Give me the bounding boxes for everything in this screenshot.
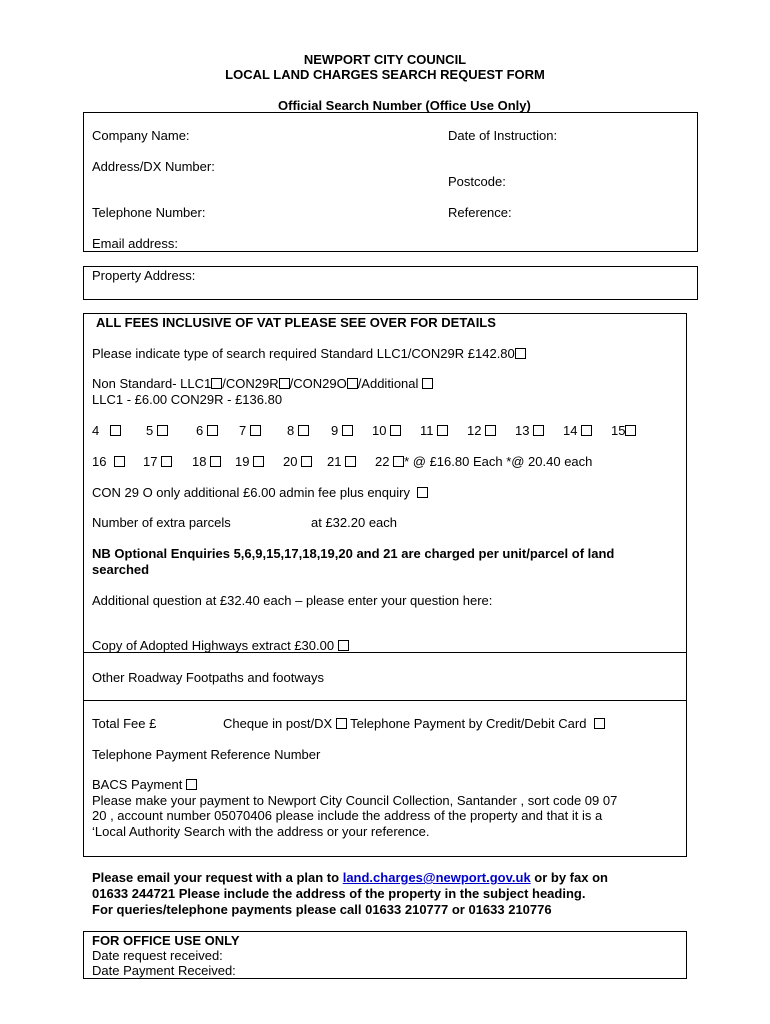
roadway-label: Other Roadway Footpaths and footways	[92, 670, 324, 685]
enquiry-checkbox[interactable]	[393, 456, 404, 467]
enquiry-13	[515, 423, 544, 439]
con29o-only-checkbox[interactable]	[417, 487, 428, 498]
email-address-label[interactable]: Email address:	[92, 236, 178, 251]
enquiry-number: 4	[92, 423, 100, 438]
bacs-instructions: Please make your payment to Newport City Council Collection, Santander , sort code 09 07	[92, 793, 618, 808]
enquiry-checkbox[interactable]	[437, 425, 448, 436]
enquiry-22	[375, 454, 592, 470]
queries-instructions: For queries/telephone payments please call 01633 210777 or 01633 210776	[92, 902, 552, 917]
enquiry-number: 22	[375, 454, 390, 469]
office-use-heading: FOR OFFICE USE ONLY	[92, 933, 240, 948]
highways-row	[92, 638, 349, 654]
enquiry-number: 9	[331, 423, 339, 438]
bacs-instructions: ‘Local Authority Search with the address or your reference.	[92, 824, 430, 839]
enquiry-number: 10	[372, 423, 387, 438]
enquiry-checkbox[interactable]	[581, 425, 592, 436]
enquiry-checkbox[interactable]	[485, 425, 496, 436]
address-dx-label[interactable]: Address/DX Number:	[92, 159, 215, 174]
enquiry-checkbox[interactable]	[110, 425, 121, 436]
enquiry-checkbox[interactable]	[301, 456, 312, 467]
enquiry-checkbox[interactable]	[210, 456, 221, 467]
enquiry-number: 14	[563, 423, 578, 438]
company-name-label[interactable]: Company Name:	[92, 128, 190, 143]
nb-optional-enquiries-cont: searched	[92, 562, 150, 577]
telephone-reference-label[interactable]: Telephone Payment Reference Number	[92, 747, 321, 762]
postcode-label[interactable]: Postcode:	[448, 174, 506, 189]
telephone-payment-label: Telephone Payment by Credit/Debit Card	[350, 716, 587, 731]
date-request-received-label: Date request received:	[92, 948, 223, 963]
reference-label[interactable]: Reference:	[448, 205, 512, 220]
enquiry-10	[372, 423, 401, 439]
email-instructions-pre: Please email your request with a plan to	[92, 870, 343, 885]
enquiry-17	[143, 454, 172, 470]
enquiry-number: 20	[283, 454, 298, 469]
date-payment-received-label: Date Payment Received:	[92, 963, 236, 978]
telephone-number-label[interactable]: Telephone Number:	[92, 205, 206, 220]
enquiry-number: 15	[611, 423, 626, 438]
highways-checkbox[interactable]	[338, 640, 349, 651]
llc1-checkbox[interactable]	[211, 378, 222, 389]
con29r-checkbox[interactable]	[279, 378, 290, 389]
enquiry-number: 12	[467, 423, 482, 438]
email-instructions-post: or by fax on	[530, 870, 608, 885]
enquiry-4	[92, 423, 121, 439]
enquiry-15	[611, 423, 636, 439]
prices-label: LLC1 - £6.00 CON29R - £136.80	[92, 392, 283, 407]
enquiry-18	[192, 454, 221, 470]
enquiry-6	[196, 423, 218, 439]
standard-search-checkbox[interactable]	[515, 348, 526, 359]
enquiry-number: 18	[192, 454, 207, 469]
enquiry-checkbox[interactable]	[207, 425, 218, 436]
fees-heading: ALL FEES INCLUSIVE OF VAT PLEASE SEE OVER FOR DETAILS	[96, 315, 496, 330]
con29o-label: /CON29O	[289, 376, 347, 391]
enquiry-19	[235, 454, 264, 470]
enquiry-number: 19	[235, 454, 250, 469]
divider	[83, 700, 687, 701]
property-address-label[interactable]: Property Address:	[92, 268, 196, 283]
enquiry-22-price: * @ £16.80 Each *@ 20.40 each	[404, 454, 593, 469]
nb-optional-enquiries: NB Optional Enquiries 5,6,9,15,17,18,19,20 and 21 are charged per unit/parcel of land	[92, 546, 615, 561]
con29o-checkbox[interactable]	[347, 378, 358, 389]
enquiry-checkbox[interactable]	[298, 425, 309, 436]
bacs-checkbox[interactable]	[186, 779, 197, 790]
enquiry-number: 6	[196, 423, 204, 438]
enquiry-checkbox[interactable]	[625, 425, 636, 436]
additional-question-label[interactable]: Additional question at £32.40 each – please enter your question here:	[92, 593, 493, 608]
enquiry-21	[327, 454, 356, 470]
con29r-label: /CON29R	[222, 376, 279, 391]
enquiry-checkbox[interactable]	[157, 425, 168, 436]
land-charges-email-link[interactable]: land.charges@newport.gov.uk	[342, 870, 531, 885]
enquiry-checkbox[interactable]	[533, 425, 544, 436]
extra-parcels-label[interactable]: Number of extra parcels	[92, 515, 231, 530]
search-type-label: Please indicate type of search required Standard LLC1/CON29R £142.80	[92, 346, 515, 361]
bacs-row	[92, 777, 197, 793]
con29o-only-row	[92, 485, 428, 501]
enquiry-11	[420, 423, 448, 439]
additional-label: /Additional	[357, 376, 419, 391]
enquiry-checkbox[interactable]	[250, 425, 261, 436]
council-name: NEWPORT CITY COUNCIL	[303, 52, 467, 67]
enquiry-number: 21	[327, 454, 342, 469]
enquiry-checkbox[interactable]	[253, 456, 264, 467]
bacs-instructions: 20 , account number 05070406 please include the address of the property and that it is a	[92, 808, 603, 823]
cheque-checkbox[interactable]	[336, 718, 347, 729]
total-fee-label[interactable]: Total Fee £	[92, 716, 157, 731]
enquiry-20	[283, 454, 312, 470]
non-standard-row	[92, 376, 433, 392]
enquiry-8	[287, 423, 309, 439]
enquiry-16	[92, 454, 125, 470]
date-of-instruction-label[interactable]: Date of Instruction:	[448, 128, 558, 143]
cheque-label: Cheque in post/DX	[223, 716, 333, 731]
telephone-payment-checkbox[interactable]	[594, 718, 605, 729]
enquiry-9	[331, 423, 353, 439]
fax-instructions: 01633 244721 Please include the address of the property in the subject heading.	[92, 886, 586, 901]
official-search-number-label: Official Search Number (Office Use Only)	[278, 98, 531, 113]
search-type-row	[92, 346, 526, 362]
enquiry-number: 8	[287, 423, 295, 438]
enquiry-number: 13	[515, 423, 530, 438]
non-standard-label: Non Standard- LLC1	[92, 376, 212, 391]
enquiry-number: 17	[143, 454, 158, 469]
additional-checkbox[interactable]	[422, 378, 433, 389]
extra-parcels-price: at £32.20 each	[311, 515, 398, 530]
form-title: LOCAL LAND CHARGES SEARCH REQUEST FORM	[225, 67, 545, 82]
highways-label: Copy of Adopted Highways extract £30.00	[92, 638, 335, 653]
enquiry-checkbox[interactable]	[345, 456, 356, 467]
enquiry-7	[239, 423, 261, 439]
enquiry-number: 11	[420, 423, 434, 438]
enquiry-14	[563, 423, 592, 439]
enquiry-checkbox[interactable]	[390, 425, 401, 436]
enquiry-number: 5	[146, 423, 154, 438]
enquiry-5	[146, 423, 168, 439]
enquiry-number: 7	[239, 423, 247, 438]
enquiry-number: 16	[92, 454, 107, 469]
con29o-only-label: CON 29 O only additional £6.00 admin fee plus enquiry	[92, 485, 410, 500]
email-instructions	[92, 870, 608, 886]
bacs-label: BACS Payment	[92, 777, 183, 792]
enquiry-checkbox[interactable]	[114, 456, 125, 467]
enquiry-checkbox[interactable]	[161, 456, 172, 467]
enquiry-checkbox[interactable]	[342, 425, 353, 436]
enquiry-12	[467, 423, 496, 439]
payment-method-row	[223, 716, 605, 732]
